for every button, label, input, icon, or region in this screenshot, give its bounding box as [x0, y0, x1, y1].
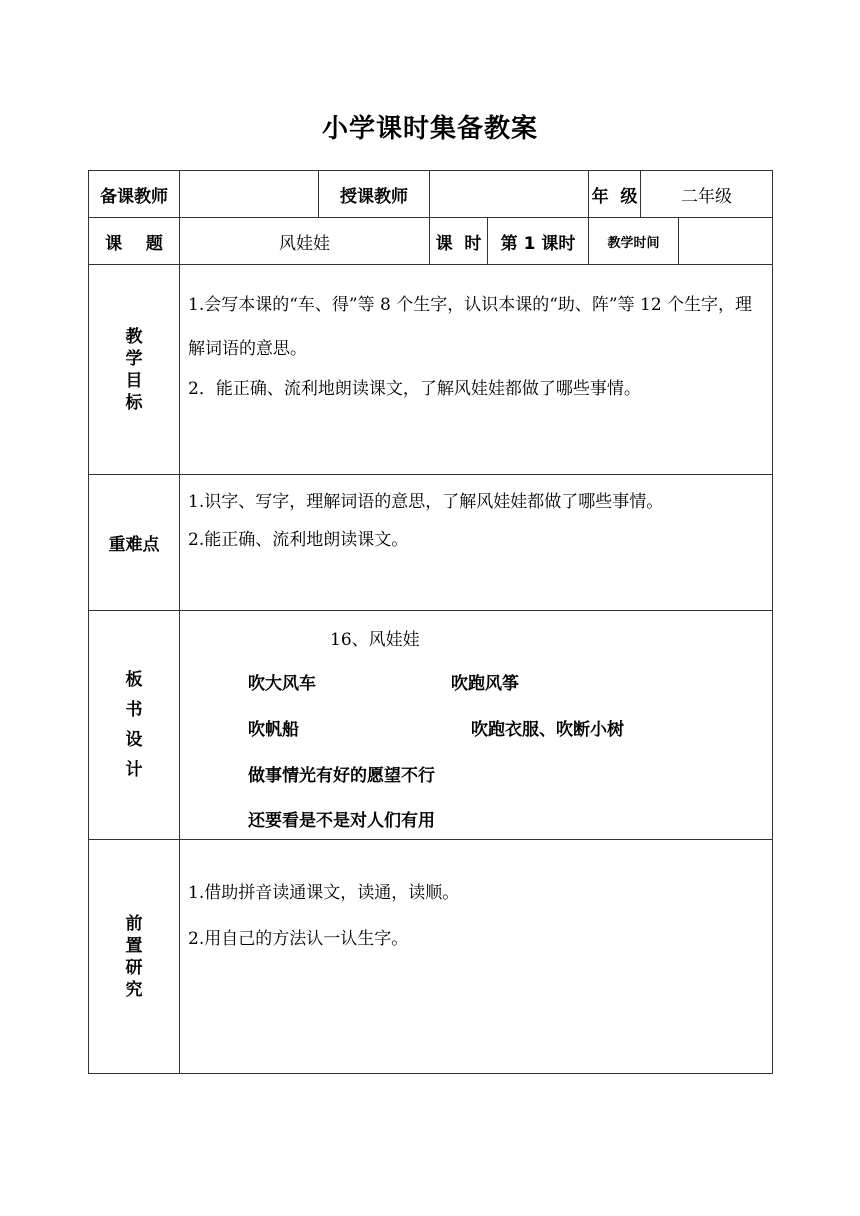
grade-value: 二年级 — [641, 171, 773, 218]
pre-study-row — [89, 840, 773, 1074]
board-design-row — [89, 611, 773, 840]
key-point-item: 2.能正确、流利地朗读课文。 — [188, 530, 409, 550]
board-line-4: 还要看是不是对人们有用 — [248, 811, 435, 831]
teach-teacher-value — [430, 171, 589, 218]
objectives-content — [180, 265, 773, 475]
prep-teacher-value — [180, 171, 319, 218]
key-points-content — [180, 475, 773, 611]
header-row — [89, 171, 773, 218]
pre-study-label: 前 置 研 究 — [89, 840, 180, 1074]
teach-teacher-label: 授课教师 — [319, 171, 430, 218]
prep-teacher-label: 备课教师 — [89, 171, 180, 218]
period-value: 第 1 课时 — [488, 218, 589, 265]
pre-study-content — [180, 840, 773, 1074]
board-line-3: 做事情光有好的愿望不行 — [248, 766, 435, 786]
pre-study-item: 2.用自己的方法认一认生字。 — [188, 929, 409, 949]
page-title: 小学课时集备教案 — [321, 114, 538, 144]
time-label: 教学时间 — [589, 218, 679, 265]
key-points-label: 重难点 — [89, 475, 180, 611]
board-design-content — [180, 611, 773, 840]
lesson-plan-table — [88, 170, 773, 1074]
key-points-row — [89, 475, 773, 611]
objective-item: 2．能正确、流利地朗读课文，了解风娃娃都做了哪些事情。 — [188, 379, 641, 399]
grade-label: 年 级 — [589, 171, 641, 218]
objectives-row — [89, 265, 773, 475]
board-left-1: 吹大风车 — [248, 674, 316, 694]
period-label: 课 时 — [430, 218, 488, 265]
objective-item: 1.会写本课的“车、得”等 8 个生字，认识本课的“助、阵”等 12 个生字，理解词语的意思。 — [188, 295, 753, 359]
board-right-1: 吹跑风筝 — [451, 674, 519, 694]
topic-value: 风娃娃 — [180, 218, 430, 265]
topic-label: 课 题 — [89, 218, 180, 265]
board-heading: 16、风娃娃 — [330, 630, 420, 650]
time-value — [679, 218, 773, 265]
topic-row — [89, 218, 773, 265]
objectives-label: 教 学 目 标 — [89, 265, 180, 475]
board-design-label: 板 书 设 计 — [89, 611, 180, 840]
board-right-2: 吹跑衣服、吹断小树 — [471, 720, 624, 740]
pre-study-item: 1.借助拼音读通课文，读通，读顺。 — [188, 883, 460, 903]
board-left-2: 吹帆船 — [248, 720, 299, 740]
key-point-item: 1.识字、写字，理解词语的意思，了解风娃娃都做了哪些事情。 — [188, 492, 664, 512]
